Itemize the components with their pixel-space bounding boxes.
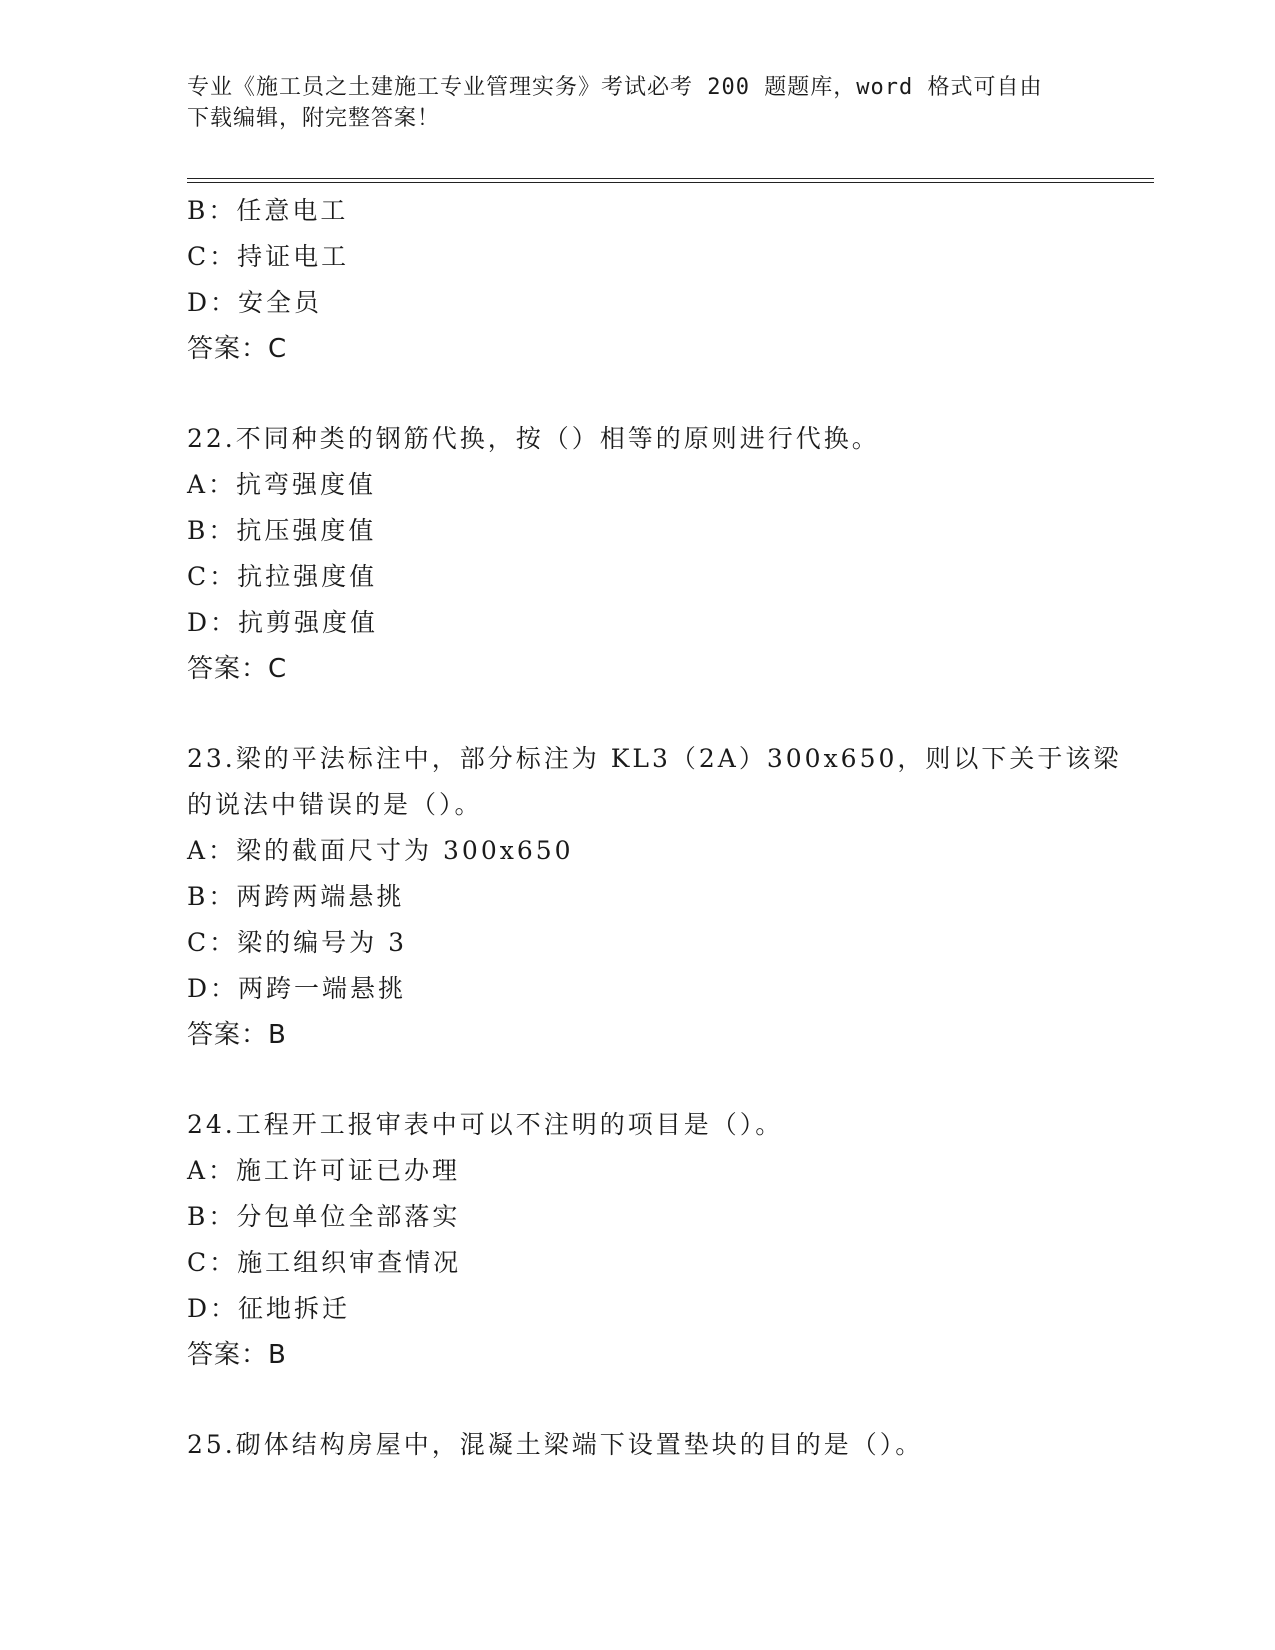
- header-line-1: 专业《施工员之土建施工专业管理实务》考试必考 200 题题库，word 格式可自由: [187, 75, 1043, 100]
- option-c: C：持证电工: [187, 242, 350, 271]
- option-a: A：抗弯强度值: [187, 470, 377, 499]
- option-b: B：两跨两端悬挑: [187, 882, 405, 911]
- question-21-partial: [187, 188, 1127, 372]
- option-d: D：两跨一端悬挑: [187, 974, 407, 1003]
- option-b: B：抗压强度值: [187, 516, 377, 545]
- document-header: [187, 72, 1087, 134]
- question-text-line-1: 23.梁的平法标注中，部分标注为 KL3（2A）300x650，则以下关于该梁: [187, 744, 1122, 773]
- option-d: D：征地拆迁: [187, 1294, 351, 1323]
- header-divider: [187, 178, 1154, 183]
- question-text-line-2: 的说法中错误的是（）。: [187, 790, 483, 819]
- question-text: 25.砌体结构房屋中，混凝土梁端下设置垫块的目的是（）。: [187, 1430, 924, 1459]
- option-b: B：任意电工: [187, 196, 349, 225]
- answer: 答案：B: [187, 1340, 287, 1370]
- question-24: [187, 1102, 1127, 1378]
- option-a: A：梁的截面尺寸为 300x650: [187, 836, 574, 865]
- option-d: D：抗剪强度值: [187, 608, 379, 637]
- header-line-2: 下载编辑，附完整答案！: [187, 106, 441, 131]
- question-text: 24.工程开工报审表中可以不注明的项目是（）。: [187, 1110, 784, 1139]
- option-d: D：安全员: [187, 288, 323, 317]
- answer: 答案：C: [187, 654, 288, 684]
- option-c: C：梁的编号为 3: [187, 928, 407, 957]
- question-text: 22.不同种类的钢筋代换，按（）相等的原则进行代换。: [187, 424, 880, 453]
- option-c: C：抗拉强度值: [187, 562, 378, 591]
- answer: 答案：C: [187, 334, 288, 364]
- answer: 答案：B: [187, 1020, 287, 1050]
- question-list: [187, 188, 1127, 1468]
- option-c: C：施工组织审查情况: [187, 1248, 462, 1277]
- question-22: [187, 416, 1127, 692]
- option-a: A：施工许可证已办理: [187, 1156, 461, 1185]
- question-25: [187, 1422, 1127, 1468]
- question-23: [187, 736, 1127, 1058]
- option-b: B：分包单位全部落实: [187, 1202, 461, 1231]
